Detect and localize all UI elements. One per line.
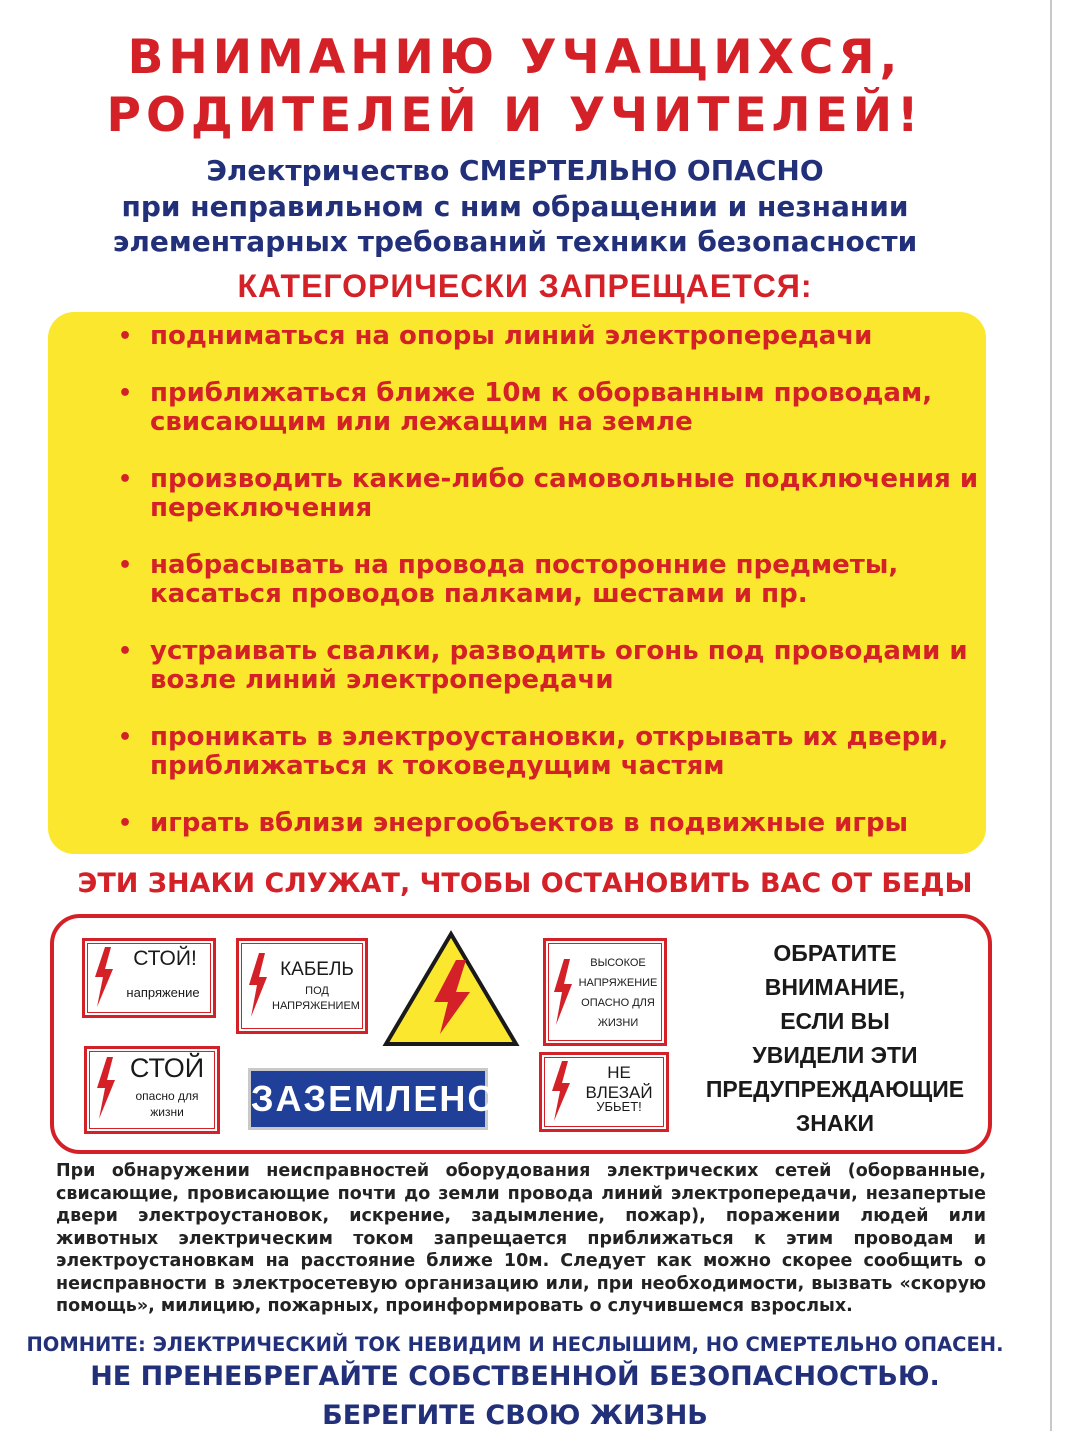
sign-sub-text: ПОД (305, 985, 329, 997)
sign-sub-text: жизни (150, 1105, 184, 1119)
remember-line: ПОМНИТЕ: ЭЛЕКТРИЧЕСКИЙ ТОК НЕВИДИМ И НЕСЛЫШИМ, НО СМЕРТЕЛЬНО ОПАСЕН. (26, 1333, 1004, 1356)
attention-line: ЕСЛИ ВЫ (780, 1008, 890, 1034)
title-line-2: РОДИТЕЛЕЙ И УЧИТЕЛЕЙ! (106, 88, 924, 143)
rule-text: производить какие-либо самовольные подключения и переключения (150, 464, 979, 523)
sign-sub-text: напряжение (126, 985, 200, 1000)
rule-text: проникать в электроустановки, открывать их двери, приближаться к токоведущим частям (150, 722, 949, 781)
rule-item (118, 379, 998, 437)
bullet-icon: • (118, 725, 133, 750)
lightning-bolt-icon (552, 959, 574, 1025)
sign-sub-text: НАПРЯЖЕНИЕМ (272, 1000, 360, 1012)
attention-line: ОБРАТИТЕ (773, 940, 897, 966)
sign-text-line: ВЫСОКОЕ (590, 957, 646, 969)
sign-do-not-climb (539, 1052, 669, 1132)
subtitle-line-2: при неправильном с ним обращении и незнании (121, 190, 909, 223)
sign-main-text: КАБЕЛЬ (280, 959, 354, 980)
sign-cable-under-voltage (236, 938, 368, 1034)
bullet-icon: • (118, 553, 133, 578)
lightning-bolt-icon (247, 953, 269, 1017)
rule-item (118, 551, 998, 609)
sign-text-line: ОПАСНО ДЛЯ (581, 997, 655, 1009)
rule-item (118, 637, 998, 695)
prohibited-heading: КАТЕГОРИЧЕСКИ ЗАПРЕЩАЕТСЯ: (237, 268, 813, 304)
instructions-paragraph: При обнаружении неисправностей оборудования электрических сетей (оборванные, свисающие, провисающие почти до земли провода линий электропередачи, незапертые двери электроустановок, искрение, задымление, пожар), поражении людей или животных электрическим током запрещается приближаться к этим проводам и электроустановкам на расстояние ближе 10м. Следует как можно скорее сообщить о неисправности в электросетевую организацию или, при необходимости, вызвать «скорую помощь», милицию, пожарных, проинформировать о случившемся взрослых. (56, 1161, 986, 1316)
lightning-bolt-icon (550, 1061, 572, 1121)
lightning-bolt-icon (95, 1057, 117, 1119)
attention-line: ПРЕДУПРЕЖДАЮЩИЕ (705, 1076, 965, 1102)
sign-stop-danger (84, 1046, 220, 1134)
sign-main-text: СТОЙ (129, 1053, 205, 1083)
sign-sub-text: УБЬЕТ! (596, 1099, 642, 1114)
page-edge-line (1050, 0, 1052, 1431)
rule-text: играть вблизи энергообъектов в подвижные игры (150, 808, 909, 838)
sign-text-line: НАПРЯЖЕНИЕ (578, 977, 658, 989)
sign-sub-text: опасно для (135, 1089, 199, 1103)
sign-high-voltage (543, 938, 667, 1046)
prohibitions-panel (48, 312, 986, 854)
rule-item (118, 809, 998, 838)
bullet-icon: • (118, 324, 133, 349)
warning-triangle-icon (382, 930, 520, 1048)
rule-text: подниматься на опоры линий электропередачи (150, 321, 873, 351)
attention-line: ЗНАКИ (795, 1110, 875, 1136)
sign-main-text: НЕ ВЛЕЗАЙ (585, 1063, 653, 1102)
attention-text (700, 936, 970, 1140)
bullet-icon: • (118, 811, 133, 836)
title-line-1: ВНИМАНИЮ УЧАЩИХСЯ, (127, 30, 903, 85)
sign-text-line: ЖИЗНИ (597, 1017, 639, 1029)
bullet-icon: • (118, 467, 133, 492)
signs-heading: ЭТИ ЗНАКИ СЛУЖАТ, ЧТОБЫ ОСТАНОВИТЬ ВАС ОТ БЕДЫ (77, 868, 973, 899)
rule-text: приближаться ближе 10м к оборванным проводам, свисающим или лежащим на земле (150, 378, 933, 437)
bullet-icon: • (118, 381, 133, 406)
save-life-line: БЕРЕГИТЕ СВОЮ ЖИЗНЬ (322, 1400, 708, 1431)
rule-text: устраивать свалки, разводить огонь под проводами и возле линий электропередачи (150, 636, 968, 695)
bullet-icon: • (118, 639, 133, 664)
sign-grounded: ЗАЗЕМЛЕНО (248, 1068, 488, 1130)
attention-line: ВНИМАНИЕ, (764, 974, 906, 1000)
neglect-line: НЕ ПРЕНЕБРЕГАЙТЕ СОБСТВЕННОЙ БЕЗОПАСНОСТЬЮ. (90, 1361, 940, 1392)
rule-item (118, 723, 998, 781)
attention-line: УВИДЕЛИ ЭТИ (752, 1042, 918, 1068)
subtitle-line-1: Электричество СМЕРТЕЛЬНО ОПАСНО (206, 154, 824, 187)
subtitle-line-3: элементарных требований техники безопасности (112, 225, 918, 258)
rule-text: набрасывать на провода посторонние предметы, касаться проводов палками, шестами и пр. (150, 550, 899, 609)
sign-stop-voltage (82, 938, 216, 1018)
sign-main-text: СТОЙ! (133, 947, 197, 970)
lightning-bolt-icon (93, 947, 115, 1007)
rule-item (118, 465, 998, 523)
rule-item (118, 322, 998, 351)
